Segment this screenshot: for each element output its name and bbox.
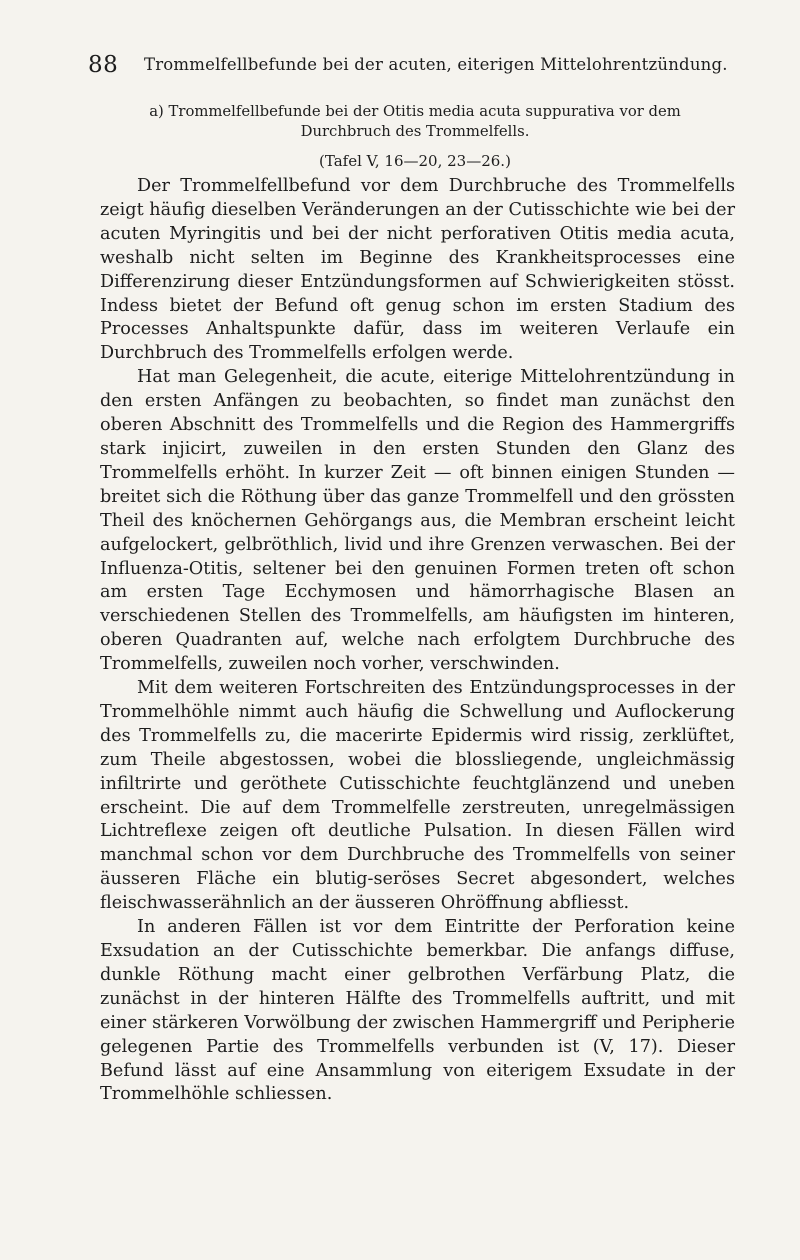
section-heading: [100, 102, 730, 171]
section-heading-line-1: a) Trommelfellbefunde bei der Otitis media acuta suppurativa vor dem: [149, 103, 681, 120]
running-title: Trommelfellbefunde bei der acuten, eiterigen Mittelohrentzündung.: [144, 55, 728, 74]
paragraph: Hat man Gelegenheit, die acute, eiterige Mittelohrentzündung in den ersten Anfängen zu beobachten, so findet man zunächst den oberen Abschnitt des Trommelfells und die Region des Hammergriffs stark injicirt, zuweilen in den ersten Stunden den Glanz des Trommelfells erhöht. In kurzer Zeit — oft binnen einigen Stunden — breitet sich die Röthung über das ganze Trommelfell und den grössten Theil des knöchernen Gehörgangs aus, die Membran erscheint leicht aufgelockert, gelbröthlich, livid und ihre Grenzen verwaschen. Bei der Influenza-Otitis, seltener bei den genuinen Formen treten oft schon am ersten Tage Ecchymosen und hämorrhagische Blasen an verschiedenen Stellen des Trommelfells, am häufigsten im hinteren, oberen Quadranten auf, welche nach erfolgtem Durchbruche des Trommelfells, zuweilen noch vorher, verschwinden.: [100, 367, 735, 675]
body-text: [100, 175, 735, 1107]
paragraph: Mit dem weiteren Fortschreiten des Entzündungsprocesses in der Trommelhöhle nimmt auch häufig die Schwellung und Auflockerung des Trommelfells zu, die macerirte Epidermis wird rissig, zerklüftet, zum Theile abgestossen, wobei die blossliegende, ungleichmässig infiltrirte und geröthete Cutisschichte feuchtglänzend und uneben erscheint. Die auf dem Trommelfelle zerstreuten, unregelmässigen Lichtreflexe zeigen oft deutliche Pulsation. In diesen Fällen wird manchmal schon vor dem Durchbruche des Trommelfells von seiner äusseren Fläche ein blutig-seröses Secret abgesondert, welches fleischwasserähnlich an der äusseren Ohröffnung abfliesst.: [100, 678, 735, 914]
paragraph: In anderen Fällen ist vor dem Eintritte der Perforation keine Exsudation an der Cutisschichte bemerkbar. Die anfangs diffuse, dunkle Röthung macht einer gelbrothen Verfärbung Platz, die zunächst in der hinteren Hälfte des Trommelfells auftritt, und mit einer stärkeren Vorwölbung der zwischen Hammergriff und Peripherie gelegenen Partie des Trommelfells verbunden ist (V, 17). Dieser Befund lässt auf eine Ansammlung von eiterigem Exsudate in der Trommelhöhle schliessen.: [100, 917, 735, 1105]
plate-reference: (Tafel V, 16—20, 23—26.): [319, 152, 511, 170]
page-header: [88, 52, 778, 82]
section-heading-line-2: Durchbruch des Trommelfells.: [300, 123, 530, 140]
page-number: 88: [88, 52, 119, 78]
paragraph: Der Trommelfellbefund vor dem Durchbruche des Trommelfells zeigt häufig dieselben Veränderungen an der Cutisschichte wie bei der acuten Myringitis und bei der nicht perforativen Otitis media acuta, weshalb nicht selten im Beginne des Krankheitsprocesses eine Differenzirung dieser Entzündungsformen auf Schwierigkeiten stösst. Indess bietet der Befund oft genug schon im ersten Stadium des Processes Anhaltspunkte dafür, dass im weiteren Verlaufe ein Durchbruch des Trommelfells erfolgen werde.: [100, 176, 735, 364]
